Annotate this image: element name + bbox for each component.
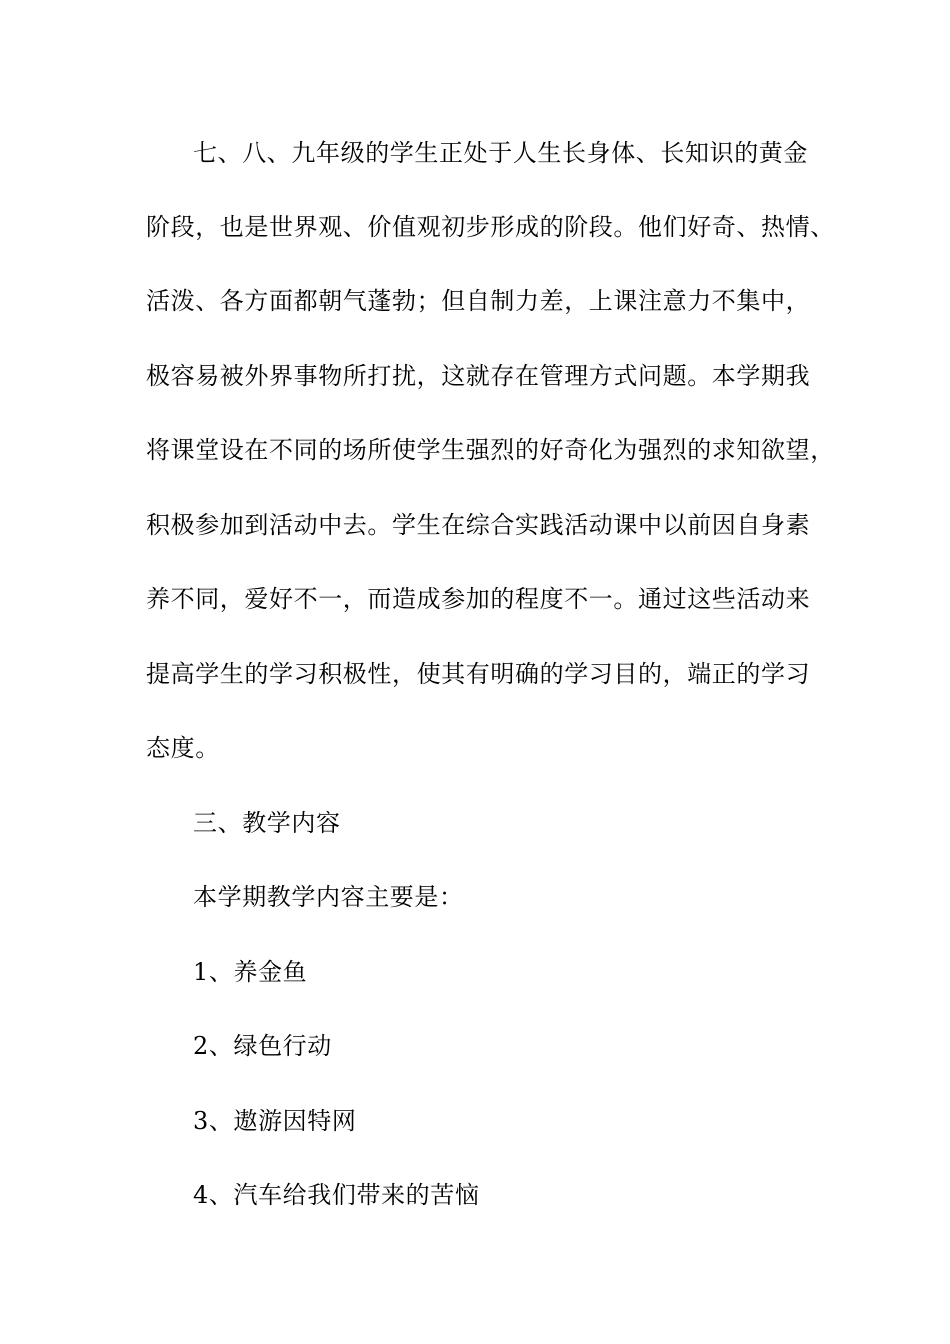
paragraph-line: 态度。 (146, 734, 220, 762)
paragraph-line: 活泼、各方面都朝气蓬勃；但自制力差，上课注意力不集中， (146, 287, 811, 315)
list-item: 3、遨游因特网 (193, 1107, 357, 1135)
paragraph-line: 阶段，也是世界观、价值观初步形成的阶段。他们好奇、热情、 (146, 213, 835, 241)
paragraph-line: 将课堂设在不同的场所使学生强烈的好奇化为强烈的求知欲望， (146, 436, 835, 464)
list-item: 4、汽车给我们带来的苦恼 (193, 1181, 480, 1209)
paragraph-line: 提高学生的学习积极性，使其有明确的学习目的，端正的学习 (146, 660, 811, 688)
list-item: 1、养金鱼 (193, 958, 308, 986)
paragraph-line: 积极参加到活动中去。学生在综合实践活动课中以前因自身素 (146, 511, 811, 539)
intro-text: 本学期教学内容主要是： (193, 883, 464, 911)
paragraph-line: 极容易被外界事物所打扰，这就存在管理方式问题。本学期我 (146, 362, 811, 390)
section-heading: 三、教学内容 (193, 809, 341, 837)
list-item: 2、绿色行动 (193, 1032, 332, 1060)
paragraph-line: 养不同，爱好不一，而造成参加的程度不一。通过这些活动来 (146, 585, 811, 613)
paragraph-line: 七、八、九年级的学生正处于人生长身体、长知识的黄金 (193, 139, 808, 167)
